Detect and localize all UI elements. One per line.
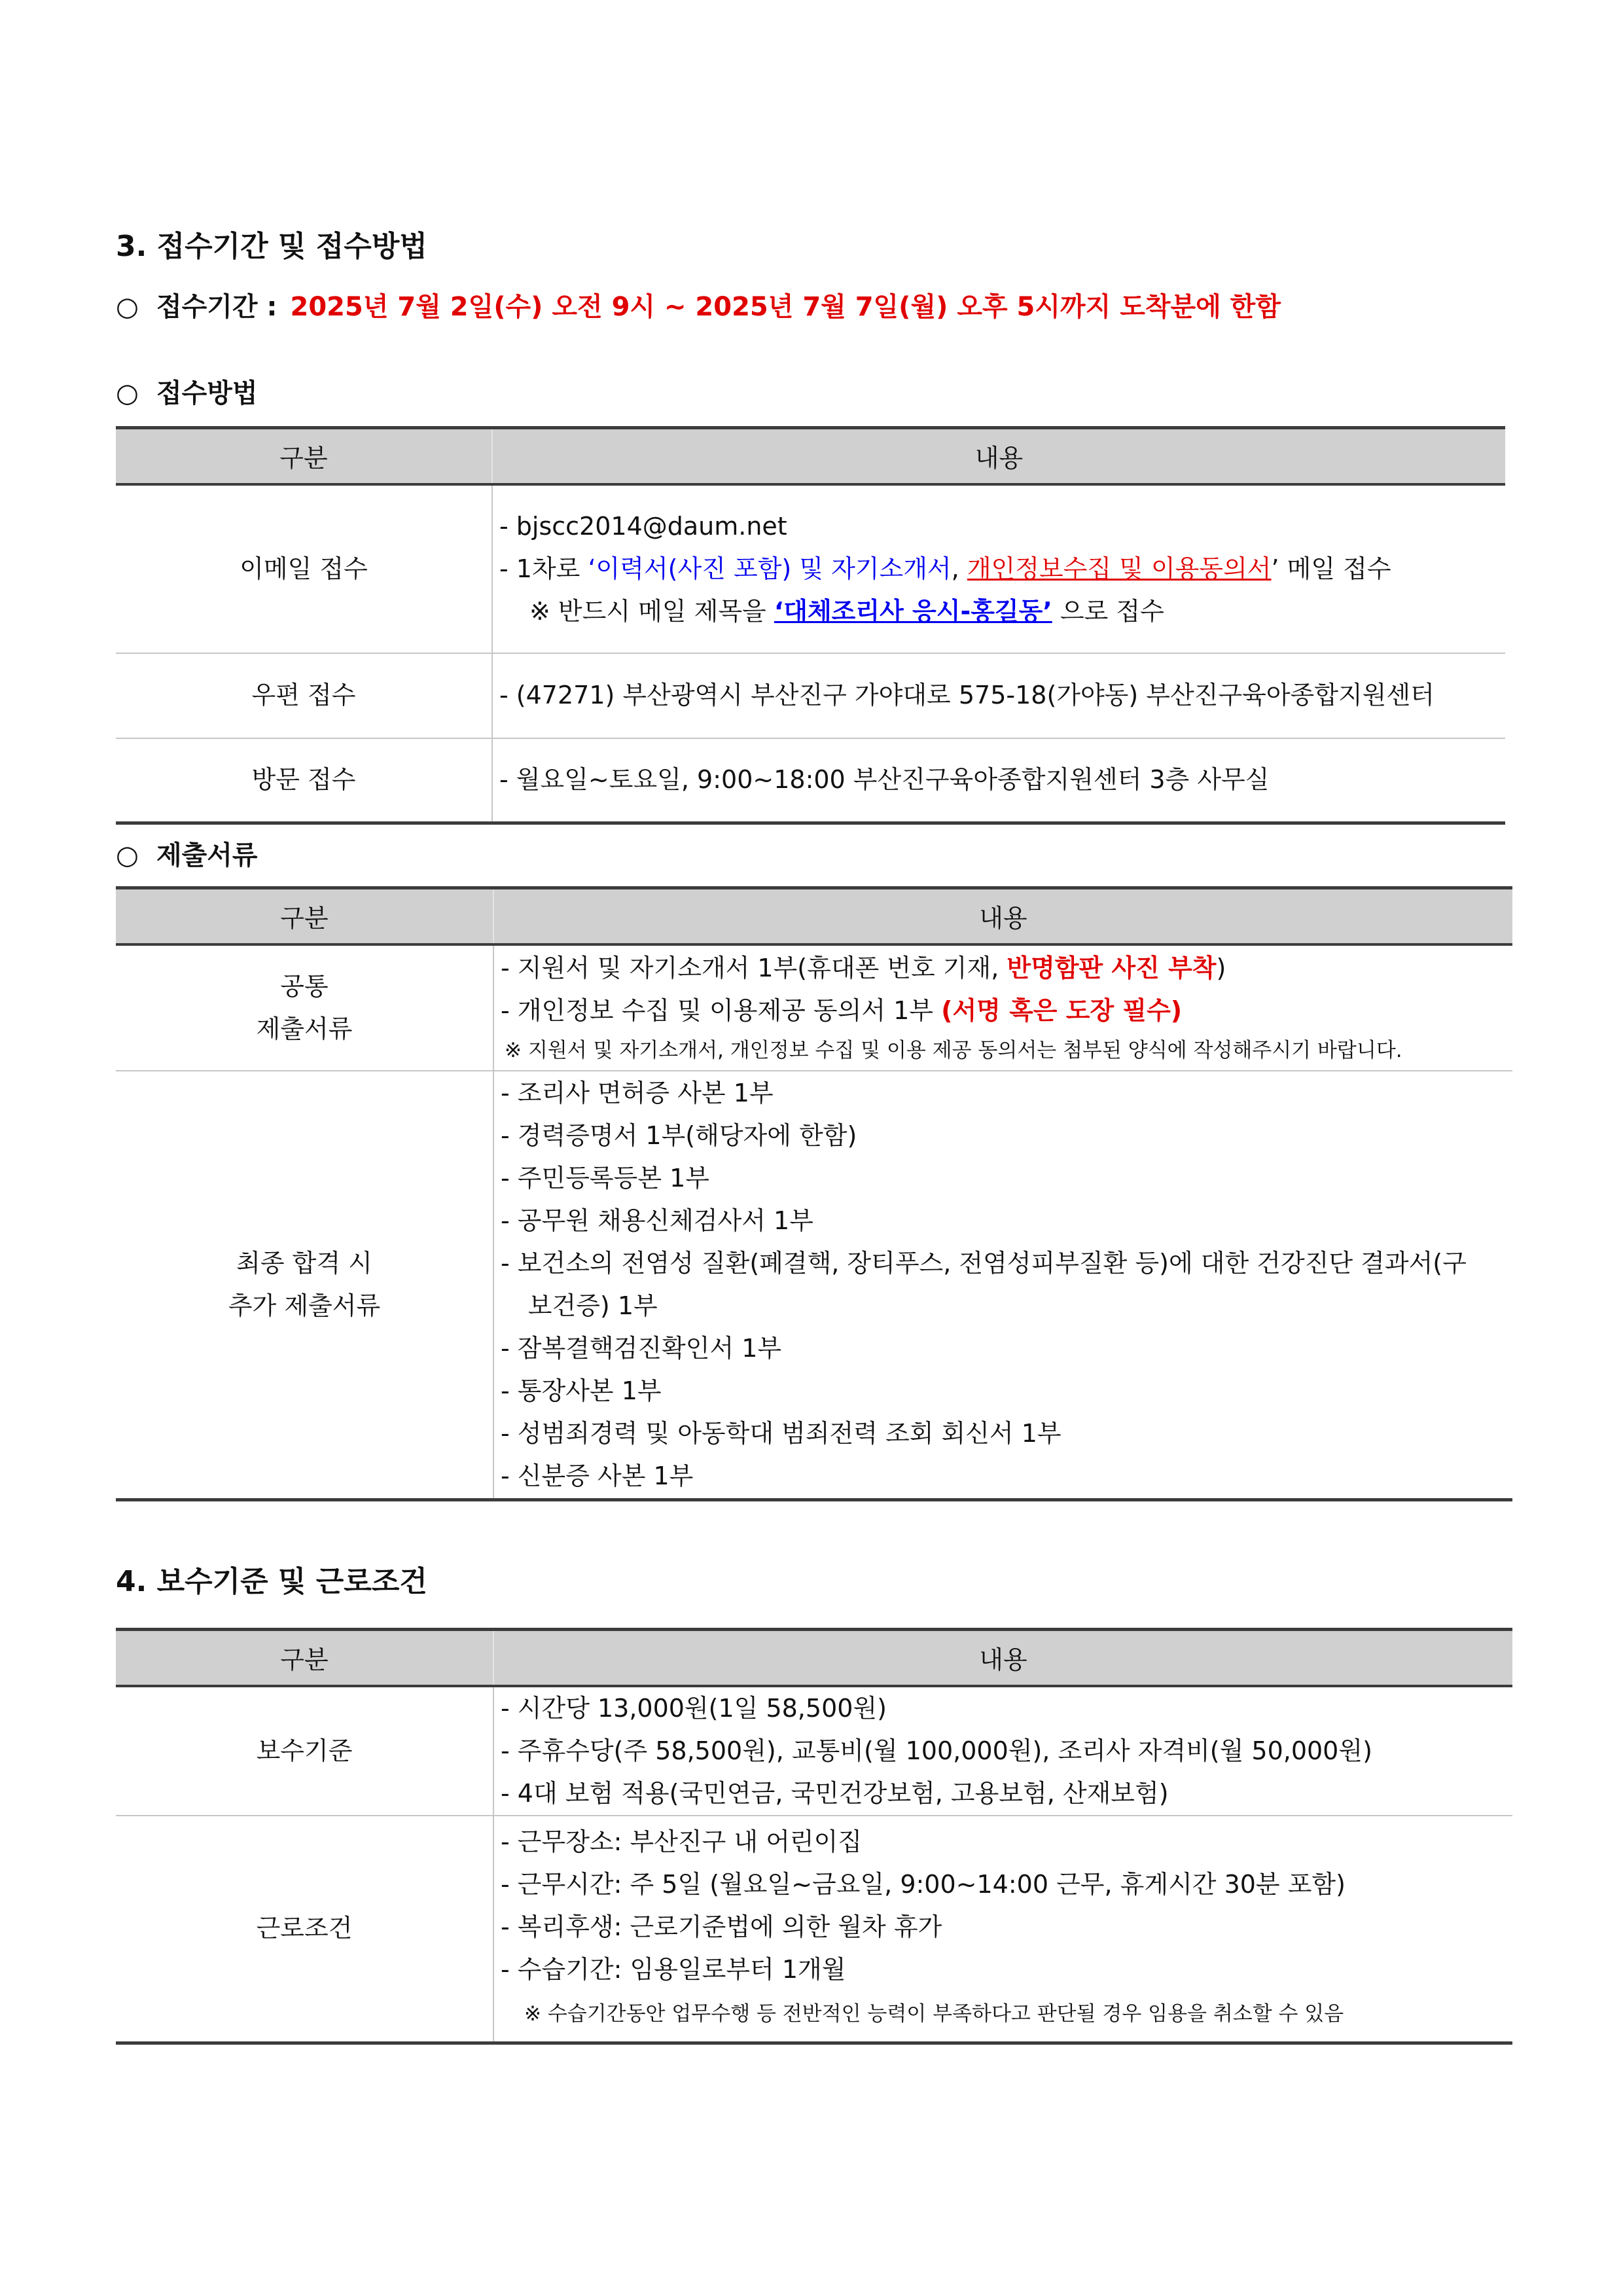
- row-content: [493, 944, 1512, 1071]
- table-header-row: [116, 1630, 1512, 1686]
- table-row-final-docs: [116, 1071, 1512, 1500]
- table-header: [116, 1630, 1512, 1686]
- text-segment: ※ 반드시 메일 제목을: [529, 596, 774, 626]
- row-label: 보수기준: [116, 1686, 493, 1816]
- section-3-heading: 3. 접수기간 및 접수방법: [116, 230, 427, 263]
- email-subject-format: ‘대체조리사 응시-홍길동’: [774, 596, 1052, 626]
- text-segment: - 지원서 및 자기소개서 1부(휴대폰 번호 기재,: [501, 953, 1007, 982]
- row-content: [492, 738, 1505, 823]
- email-address: - bjscc2014@daum.net: [499, 511, 787, 541]
- list-item: - 경력증명서 1부(해당자에 한함): [501, 1121, 857, 1150]
- reception-method-table: [116, 426, 1505, 825]
- list-item: - 성범죄경력 및 아동학대 범죄전력 조회 회신서 1부: [501, 1418, 1061, 1448]
- email-subject-note: [499, 590, 1504, 633]
- list-item: - 주민등록등본 1부: [501, 1163, 710, 1193]
- list-item: - 통장사본 1부: [501, 1376, 662, 1405]
- row-label: 이메일 접수: [116, 484, 492, 653]
- resume-intro-highlight: ‘이력서(사진 포함) 및 자기소개서: [588, 554, 952, 583]
- text-segment: ’ 메일 접수: [1271, 554, 1391, 583]
- circle-bullet-icon: ○: [116, 840, 139, 870]
- list-item: - 공무원 채용신체검사서 1부: [501, 1206, 813, 1235]
- row-content: [492, 653, 1505, 738]
- list-item: - 신분증 사본 1부: [501, 1461, 694, 1490]
- column-header-category: 구분: [116, 888, 493, 944]
- table-header-row: [116, 888, 1512, 944]
- table-row-conditions: [116, 1816, 1512, 2043]
- list-item: - 보건소의 전염성 질환(폐결핵, 장티푸스, 전염성피부질환 등)에 대한 건강진단 결과서(구 보건증) 1부: [501, 1248, 1467, 1320]
- table-row-visit: [116, 738, 1505, 823]
- row-content: [493, 1686, 1512, 1816]
- column-header-content: 내용: [492, 428, 1505, 484]
- row-content: [493, 1816, 1512, 2043]
- circle-bullet-icon: ○: [116, 292, 139, 322]
- documents-label: 제출서류: [156, 840, 258, 870]
- visit-hours: - 월요일~토요일, 9:00~18:00 부산진구육아종합지원센터 3층 사무실: [499, 765, 1270, 795]
- row-label: 근로조건: [116, 1816, 493, 2043]
- reception-method-label: 접수방법: [156, 378, 258, 408]
- text-segment: ): [1216, 953, 1226, 982]
- column-header-content: 내용: [493, 888, 1512, 944]
- list-item: - 4대 보험 적용(국민연금, 국민건강보험, 고용보험, 산재보험): [501, 1778, 1169, 1808]
- circle-bullet-icon: ○: [116, 378, 139, 408]
- reception-period: [116, 287, 1623, 327]
- row-content: [493, 1071, 1512, 1500]
- list-item: - 근무장소: 부산진구 내 어린이집: [501, 1827, 863, 1856]
- row-label-line: 추가 제출서류: [228, 1291, 381, 1320]
- table-row-email: [116, 484, 1505, 653]
- list-item: - 주휴수당(주 58,500원), 교통비(월 100,000원), 조리사 자격비(월 50,000원): [501, 1736, 1372, 1765]
- row-label: [116, 944, 493, 1071]
- table-header: [116, 428, 1505, 484]
- row-label: [116, 1071, 493, 1500]
- reception-method-heading: [116, 374, 1623, 413]
- list-item: - 시간당 13,000원(1일 58,500원): [501, 1693, 887, 1723]
- list-item: [501, 947, 1511, 990]
- table-body: [116, 1686, 1512, 2043]
- table-row-post: [116, 653, 1505, 738]
- text-segment: ,: [951, 554, 967, 583]
- table-row-pay: [116, 1686, 1512, 1816]
- table-header: [116, 888, 1512, 944]
- table-row-common-docs: [116, 944, 1512, 1071]
- privacy-consent-highlight: 개인정보수집 및 이용동의서: [967, 554, 1272, 583]
- column-header-category: 구분: [116, 428, 492, 484]
- list-item: - 복리후생: 근로기준법에 의한 월차 휴가: [501, 1912, 942, 1941]
- probation-note: ※ 수습기간동안 업무수행 등 전반적인 능력이 부족하다고 판단될 경우 임용을 취소할 수 있음: [524, 2001, 1344, 2026]
- row-label-line: 제출서류: [256, 1014, 353, 1043]
- reception-period-label: 접수기간 :: [156, 292, 277, 322]
- list-item: [499, 548, 1504, 590]
- column-header-content: 내용: [493, 1630, 1512, 1686]
- list-item: - 잠복결핵검진확인서 1부: [501, 1333, 782, 1363]
- documents-table: [116, 886, 1512, 1501]
- pay-conditions-table: [116, 1628, 1512, 2045]
- column-header-category: 구분: [116, 1630, 493, 1686]
- postal-address: - (47271) 부산광역시 부산진구 가야대로 575-18(가야동) 부산진구육아종합지원센터: [499, 681, 1435, 709]
- signature-requirement-highlight: (서명 혹은 도장 필수): [941, 996, 1183, 1025]
- table-body: [116, 484, 1505, 823]
- row-label: 우편 접수: [116, 653, 492, 738]
- table-header-row: [116, 428, 1505, 484]
- row-label-line: 공통: [280, 971, 329, 1001]
- list-item: - 수습기간: 임용일로부터 1개월: [501, 1954, 846, 1984]
- row-label: 방문 접수: [116, 738, 492, 823]
- row-label-line: 최종 합격 시: [236, 1248, 372, 1278]
- list-item: [501, 990, 1511, 1032]
- text-segment: - 1차로: [499, 554, 588, 583]
- photo-requirement-highlight: 반명함판 사진 부착: [1007, 953, 1217, 982]
- list-item: - 근무시간: 주 5일 (월요일~금요일, 9:00~14:00 근무, 휴게시간 30분 포함): [501, 1869, 1346, 1899]
- table-body: [116, 944, 1512, 1500]
- reception-period-value: 2025년 7월 2일(수) 오전 9시 ~ 2025년 7월 7일(월) 오후 5시까지 도착분에 한함: [290, 292, 1281, 322]
- text-segment: 으로 접수: [1052, 596, 1164, 626]
- section-4-heading: 4. 보수기준 및 근로조건: [116, 1565, 427, 1598]
- documents-heading: [116, 836, 1623, 875]
- form-note: ※ 지원서 및 자기소개서, 개인정보 수집 및 이용 제공 동의서는 첨부된 양식에 작성해주시기 바랍니다.: [505, 1038, 1402, 1062]
- list-item: - 조리사 면허증 사본 1부: [501, 1078, 774, 1107]
- row-content: [492, 484, 1505, 653]
- text-segment: - 개인정보 수집 및 이용제공 동의서 1부: [501, 996, 942, 1025]
